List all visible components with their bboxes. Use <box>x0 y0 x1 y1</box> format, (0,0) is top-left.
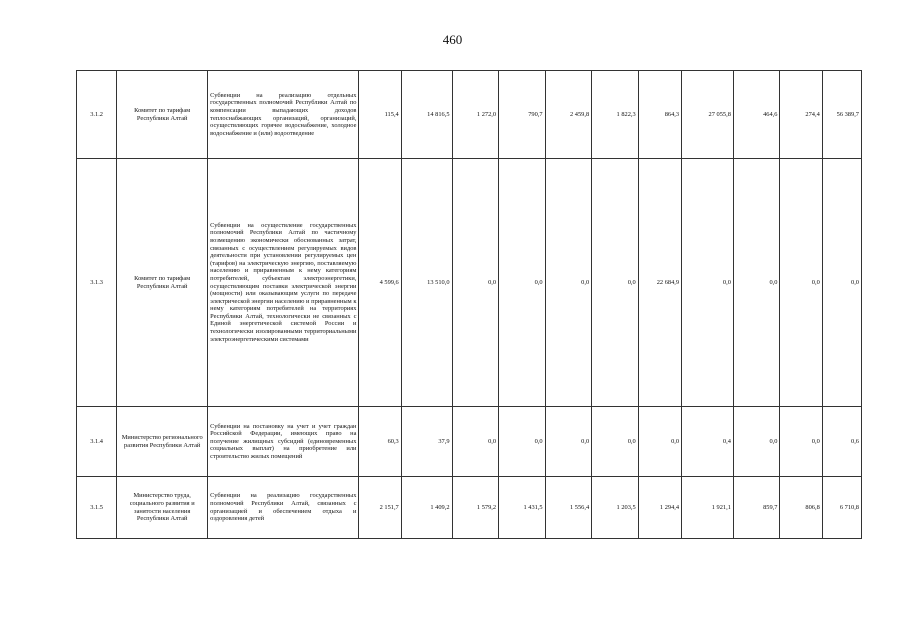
value-cell: 27 055,8 <box>682 71 734 159</box>
value-cell: 4 599,6 <box>359 159 401 407</box>
value-cell: 806,8 <box>780 477 822 539</box>
value-cell: 1 579,2 <box>452 477 499 539</box>
value-cell: 22 684,9 <box>638 159 681 407</box>
page-number: 460 <box>442 32 463 47</box>
row-code: 3.1.2 <box>77 71 117 159</box>
value-cell: 0,0 <box>452 407 499 477</box>
value-cell: 1 556,4 <box>545 477 592 539</box>
value-cell: 0,0 <box>592 159 639 407</box>
value-cell: 6 710,8 <box>822 477 861 539</box>
row-executor: Министерство регионального развития Республики Алтай <box>117 407 208 477</box>
row-executor: Комитет по тарифам Республики Алтай <box>117 71 208 159</box>
row-code: 3.1.4 <box>77 407 117 477</box>
value-cell: 0,0 <box>682 159 734 407</box>
value-cell: 0,0 <box>733 407 780 477</box>
row-description: Субвенции на постановку на учет и учет граждан Российской Федерации, имеющих право на получение жилищных субсидий (единовременных социальных выплат) на приобретение или строительство жилых помещений <box>208 407 359 477</box>
row-description: Субвенции на реализацию государственных полномочий Республики Алтай, связанных с организацией и обеспечением отдыха и оздоровления детей <box>208 477 359 539</box>
value-cell: 464,6 <box>733 71 780 159</box>
value-cell: 0,0 <box>545 159 592 407</box>
value-cell: 0,0 <box>499 407 546 477</box>
row-code: 3.1.5 <box>77 477 117 539</box>
value-cell: 1 409,2 <box>401 477 452 539</box>
value-cell: 1 272,0 <box>452 71 499 159</box>
value-cell: 60,3 <box>359 407 401 477</box>
value-cell: 0,0 <box>733 159 780 407</box>
value-cell: 0,0 <box>499 159 546 407</box>
value-cell: 2 151,7 <box>359 477 401 539</box>
value-cell: 56 389,7 <box>822 71 861 159</box>
table-row <box>77 159 862 407</box>
table-row <box>77 71 862 159</box>
value-cell: 2 459,8 <box>545 71 592 159</box>
value-cell: 1 431,5 <box>499 477 546 539</box>
value-cell: 0,6 <box>822 407 861 477</box>
value-cell: 1 203,5 <box>592 477 639 539</box>
value-cell: 0,0 <box>780 407 822 477</box>
row-code: 3.1.3 <box>77 159 117 407</box>
value-cell: 0,0 <box>638 407 681 477</box>
value-cell: 790,7 <box>499 71 546 159</box>
value-cell: 1 294,4 <box>638 477 681 539</box>
row-executor: Комитет по тарифам Республики Алтай <box>117 159 208 407</box>
row-description: Субвенции на осуществление государственных полномочий Республики Алтай по частичному возмещению экономически обоснованных затрат, связанных с осуществлением регулируемых видов деятельности при установлении регулируемых цен (тарифов) на электрическую энергию, поставляемую населению и приравненным к нему категориям потребителей, субъектам электроэнергетики, осуществляющим поставки электрической энергии (мощности) или оказывающим услуги по передаче электрической энергии населению и приравненным к нему категориям потребителей на территориях Республики Алтай, технологически не связанных с Единой энергетической системой России и технологически изолированными территориальными электроэнергетическими системами <box>208 159 359 407</box>
subvention-table <box>76 70 862 539</box>
value-cell: 0,0 <box>780 159 822 407</box>
row-executor: Министерство труда, социального развития и занятости населения Республики Алтай <box>117 477 208 539</box>
value-cell: 274,4 <box>780 71 822 159</box>
value-cell: 115,4 <box>359 71 401 159</box>
value-cell: 1 822,3 <box>592 71 639 159</box>
table-row <box>77 477 862 539</box>
value-cell: 864,3 <box>638 71 681 159</box>
value-cell: 14 816,5 <box>401 71 452 159</box>
value-cell: 0,0 <box>452 159 499 407</box>
value-cell: 859,7 <box>733 477 780 539</box>
value-cell: 0,0 <box>545 407 592 477</box>
value-cell: 0,0 <box>592 407 639 477</box>
row-description: Субвенции на реализацию отдельных государственных полномочий Республики Алтай по компенсации выпадающих доходов теплоснабжающих организаций, организаций, осуществляющих горячее водоснабжение, холодное водоснабжение и (или) водоотведение <box>208 71 359 159</box>
table-row <box>77 407 862 477</box>
value-cell: 0,0 <box>822 159 861 407</box>
value-cell: 1 921,1 <box>682 477 734 539</box>
value-cell: 0,4 <box>682 407 734 477</box>
value-cell: 13 510,0 <box>401 159 452 407</box>
value-cell: 37,9 <box>401 407 452 477</box>
